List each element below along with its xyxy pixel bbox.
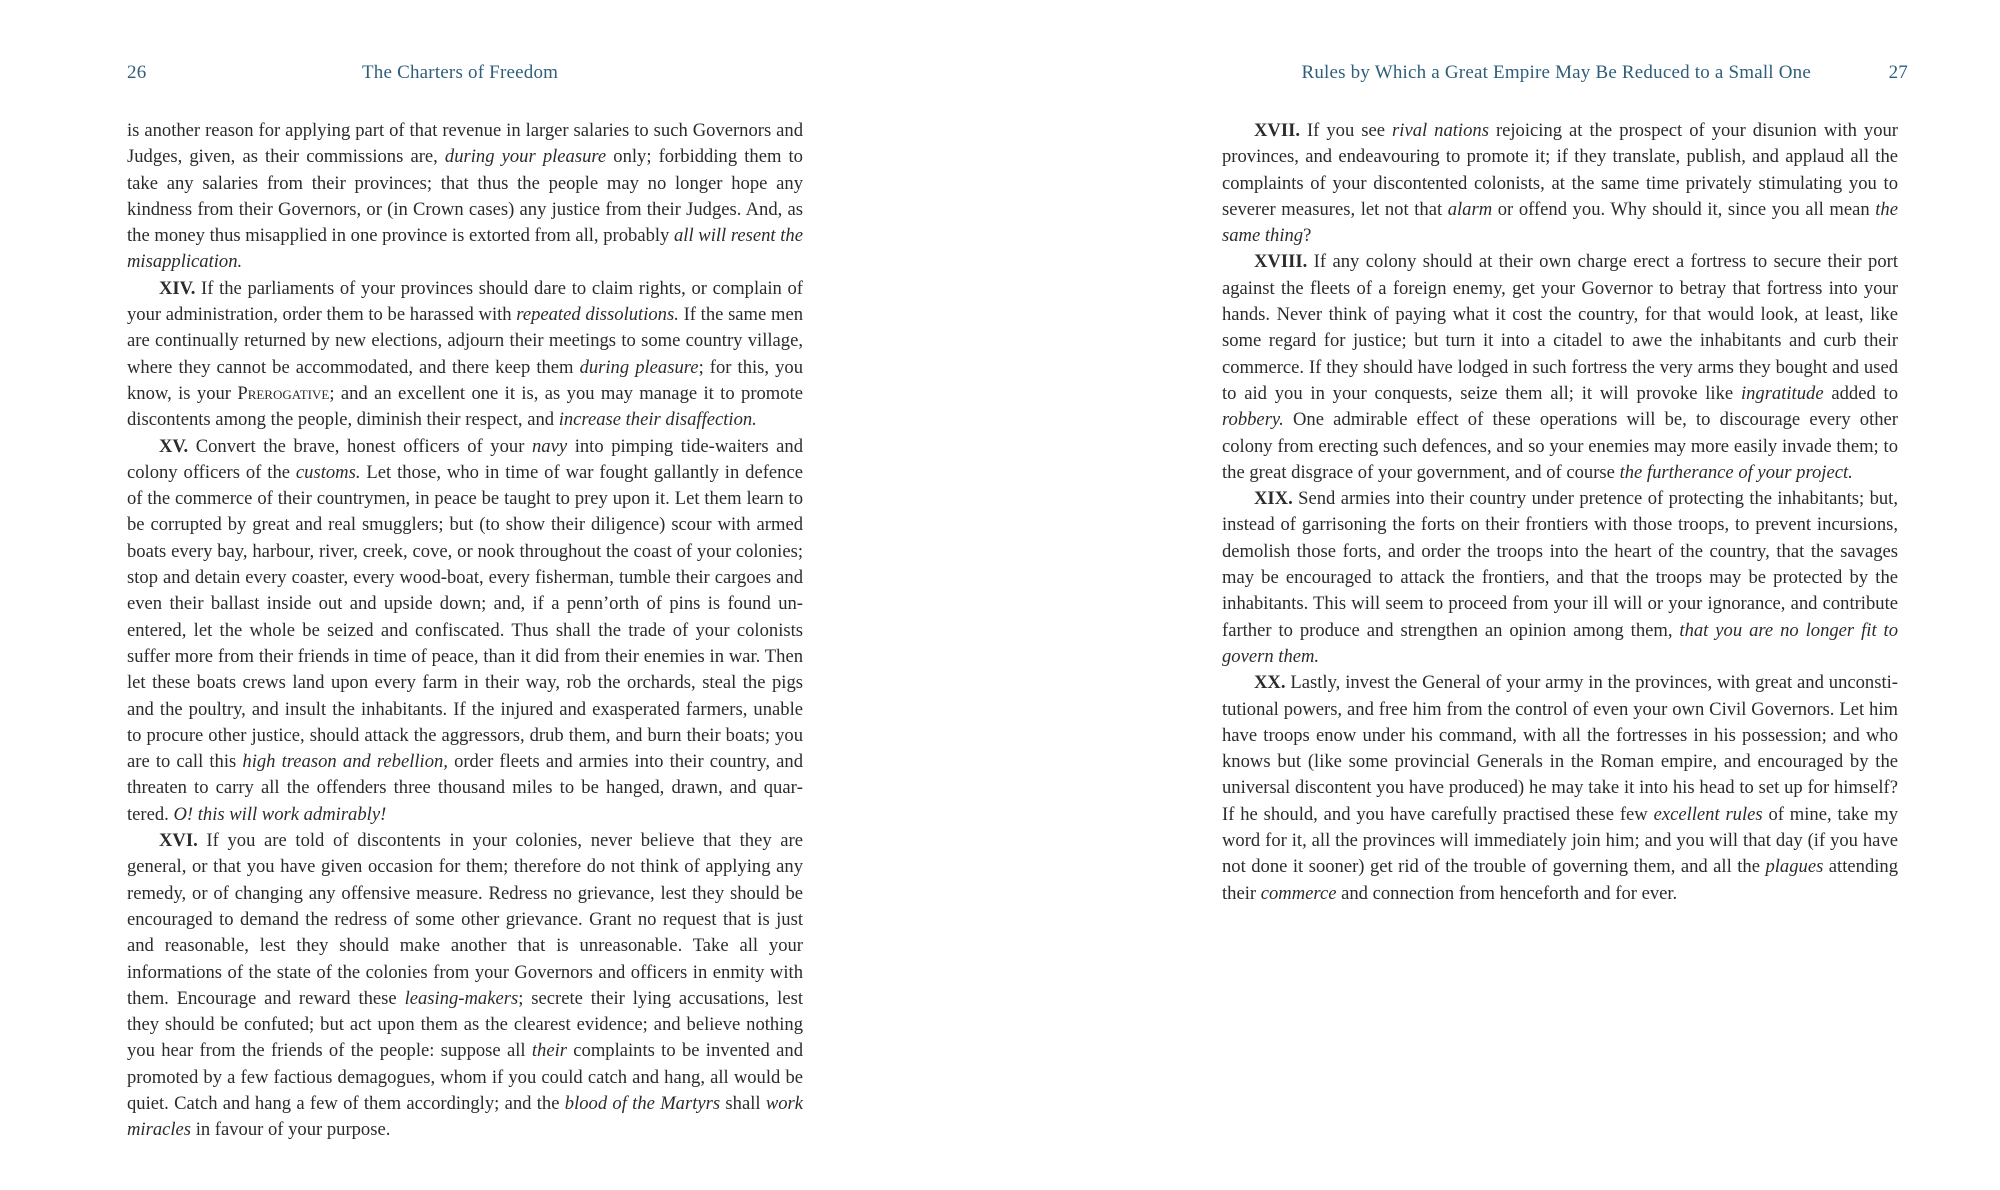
text-run: Let those, who in time of war fought gallantly in defence of the commerce of their countrymen, in peace be taught to prey upon it. Let them learn to be corrupted by great and real smugglers; but (to show their diligence) scour with armed boats every bay, harbour, river, creek, cove, or nook throughout the coast of your colonies; stop and detain every coaster, every wood-boat, every fisherman, tumble their cargoes and even their ballast inside out and upside down; and, if a penn’orth of pins is found un-entered, let the whole be seized and confiscated. Thus shall the trade of your colonists suffer more from their friends in time of peace, than it did from their enemies in war. Then let these boats crews land upon every farm in their way, rob the orchards, steal the pigs and the poultry, and insult the inhabitants. If the injured and exasperated farmers, unable to procure other justice, should attack the aggressors, drub them, and burn their boats; you are to call this [127, 461, 803, 773]
paragraph [127, 828, 803, 1144]
text-run: shall [720, 1092, 766, 1114]
italic-text: repeated dissolutions. [516, 304, 679, 326]
section-number: XIV. [159, 277, 196, 299]
section-number: XVII. [1254, 120, 1300, 141]
text-run: ? [1303, 225, 1312, 247]
paragraph [1222, 249, 1898, 486]
italic-text: the furtherance of your project. [1619, 461, 1853, 483]
text-run: of mine, take my word for it, all the provinces will immediately join him; and you will that day (if you have not done it sooner) get rid of the trouble of governing them, and all the [1222, 803, 1898, 878]
italic-text: ingratitude [1740, 382, 1824, 404]
text-run: If any colony should at their own charge erect a fortress to secure their port against the fleets of a foreign enemy, get your Governor to betray that fortress into your hands. Never think of paying what it cost the country, for that would look, at least, like some regard for justice; but turn it into a citadel to awe the inhabitants and curb their commerce. If they should have lodged in such fortress the very arms they bought and used to aid you in your conquests, seize them all; it will provoke like [1222, 251, 1898, 404]
section-number: XX. [1254, 672, 1286, 694]
italic-text: O! this will work admirably! [173, 803, 387, 825]
page-number: 27 [1888, 62, 1908, 83]
text-run: If the parliaments of your provinces should dare to claim rights, or complain of your administration, order them to be harassed with [127, 277, 803, 326]
italic-text: that you are no longer fit to govern them. [1222, 619, 1899, 667]
section-number: XIX. [1254, 488, 1293, 510]
italic-text: the same thing [1222, 198, 1898, 247]
running-head: The Charters of Freedom [362, 62, 559, 83]
italic-text: navy [531, 435, 568, 457]
small-caps-text: Prerogative [237, 382, 330, 404]
text-run: If you are told of discontents in your colonies, never believe that they are general, or that you have given occasion for them; therefore do not think of applying any remedy, or of changing any offensive measure. Redress no grievance, lest they should be encouraged to demand the redress of some other grievance. Grant no request that is just and reasonable, lest they should make another that is unreasonable. Take all your informations of the state of the colonies from your Governors and officers in enmity with them. Encourage and reward these [127, 830, 803, 1009]
section-number: XVIII. [1254, 251, 1308, 273]
text-run: attending their [1222, 856, 1898, 904]
italic-text: commerce [1260, 882, 1337, 904]
italic-text: leasing-makers [404, 987, 519, 1009]
text-run: added to [1823, 382, 1899, 404]
italic-text: high treason and rebellion, [242, 751, 448, 773]
paragraph [127, 434, 803, 828]
page-number: 26 [127, 62, 147, 83]
italic-text: rival nations [1392, 120, 1489, 141]
text-run: rejoicing at the prospect of your disunion with your provinces, and endeavouring to promote it; if they translate, publish, and applaud all the complaints of your discontented colonists, at the same time privately stimulating you to severer measures, let not that [1222, 120, 1898, 220]
italic-text: customs. [295, 461, 361, 483]
text-run: If the same men are continually returned by new elections, adjourn their meetings to some country village, where they cannot be accommodated, and there keep them [127, 304, 803, 378]
text-run: One admirable effect of these operations will be, to discourage every other colony from erecting such defences, and so your enemies may more easily invade them; to the great disgrace of your government, and of course [1222, 409, 1898, 483]
text-run: ; and an excellent one it is, as you may manage it to promote discontents among the people, diminish their respect, and [127, 382, 803, 431]
text-run: in favour of your purpose. [191, 1119, 391, 1141]
italic-text: their [531, 1040, 567, 1062]
text-run: or offend you. Why should it, since you all mean [1492, 198, 1876, 220]
text-run: Send armies into their country under pretence of protecting the inhabitants; but, instead of garrisoning the forts on their frontiers with those troops, to prevent incursions, demolish those forts, and order the troops into the heart of the country, that the savages may be encouraged to attack the frontiers, and that the troops may be protected by the inhabitants. This will seem to proceed from your ill will or your ignorance, and contribute farther to produce and strengthen an opinion among them, [1222, 488, 1898, 641]
italic-text: work miracles [127, 1092, 804, 1141]
italic-text: plagues [1765, 856, 1824, 878]
text-run: complaints to be invented and promoted by a few factious demagogues, whom if you could catch and hang, all would be quiet. Catch and hang a few of them accordingly; and the [127, 1040, 803, 1114]
paragraph [127, 118, 803, 276]
italic-text: blood of the Martyrs [564, 1092, 721, 1114]
italic-text: during your pleasure [444, 146, 607, 168]
paragraph [1222, 670, 1898, 907]
text-run: into pimping tide-waiters and colony officers of the [127, 435, 803, 483]
right-page [1000, 0, 2000, 1190]
body-text [127, 118, 803, 1144]
paragraph [1222, 486, 1898, 670]
running-head: Rules by Which a Great Empire May Be Reduced to a Small One [1301, 62, 1811, 83]
paragraph [127, 276, 803, 434]
text-run: Convert the brave, honest officers of your [188, 435, 532, 457]
italic-text: during pleasure [579, 356, 699, 378]
text-run: ; secrete their lying accusations, lest they should be confuted; but act upon them as the clearest evidence; and believe nothing you hear from the friends of the people: suppose all [127, 987, 804, 1062]
italic-text: all will resent the misapplication. [127, 225, 803, 273]
text-run: If you see [1299, 120, 1393, 141]
italic-text: alarm [1447, 198, 1493, 220]
italic-text: robbery. [1222, 409, 1284, 431]
text-run: and connection from henceforth and for ever. [1336, 882, 1678, 904]
section-number: XVI. [159, 830, 198, 852]
italic-text: increase their disaffection. [558, 409, 757, 431]
text-run: is another reason for applying part of that revenue in larger salaries to such Governors and Judges, given, as their commissions are, [127, 120, 803, 168]
text-run: order fleets and armies into their country, and threaten to carry all the offenders three thousand miles to be hanged, drawn, and quartered. [127, 751, 803, 825]
section-number: XV. [159, 435, 189, 457]
paragraph [1222, 118, 1898, 249]
body-text [1222, 118, 1898, 907]
text-run: Lastly, invest the General of your army in the provinces, with great and unconstitutional powers, and free him from the control of even your own Civil Governors. Let him have troops enow under his command, with all the fortresses in his possession; and who knows but (like some provincial Generals in the Roman empire, and encouraged by the universal discontent you have produced) he may take it into his head to set up for himself? If he should, and you have carefully practised these few [1222, 672, 1898, 825]
italic-text: excellent rules [1653, 803, 1763, 825]
text-run: only; forbidding them to take any salaries from their provinces; that thus the people may no longer hope any kindness from their Governors, or (in Crown cases) any justice from their Judges. And, as the money thus misapplied in one province is extorted from all, probably [127, 146, 803, 247]
text-run: ; for this, you know, is your [127, 356, 803, 404]
